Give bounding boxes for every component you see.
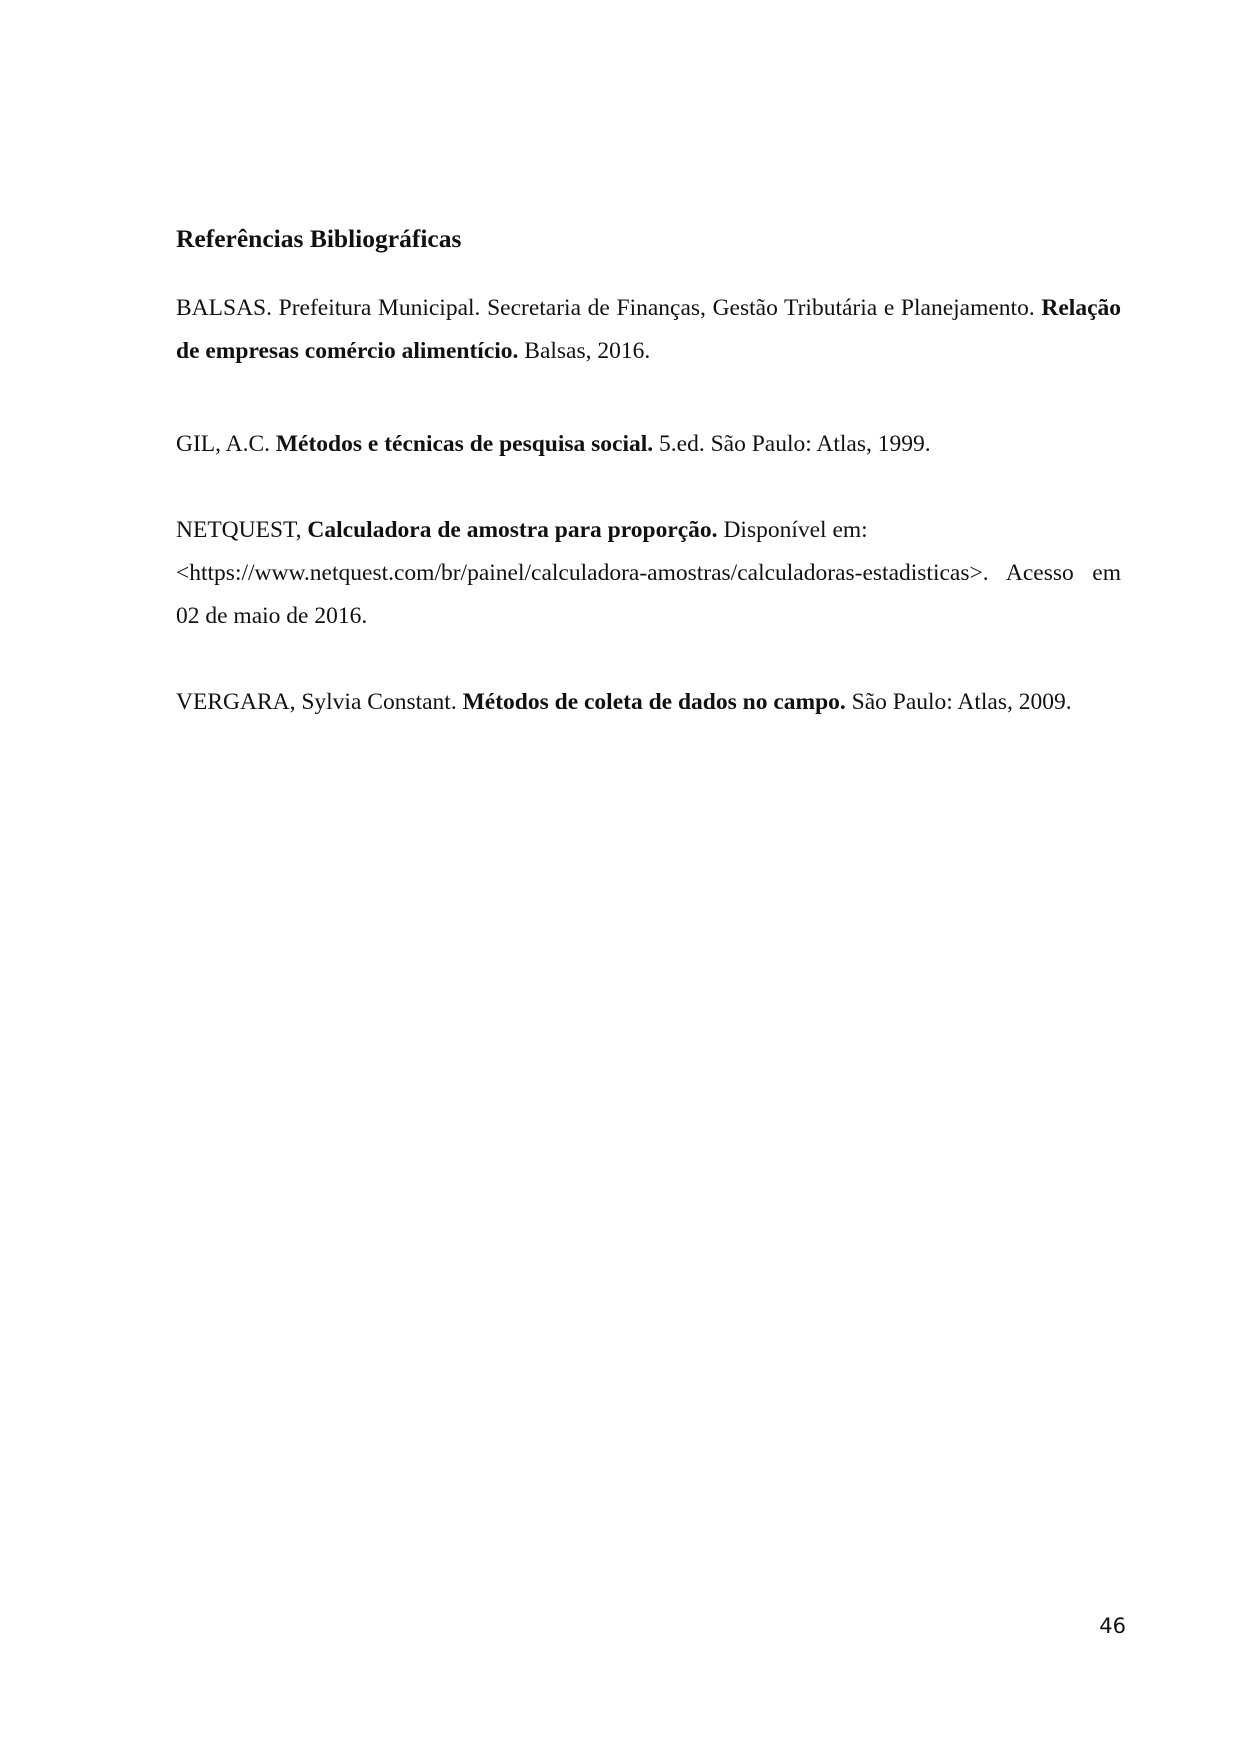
reference-vergara-title: Métodos de coleta de dados no campo. bbox=[462, 689, 846, 715]
reference-balsas bbox=[176, 287, 1121, 373]
reference-vergara-publication: São Paulo: Atlas, 2009. bbox=[845, 689, 1072, 715]
reference-balsas-author: BALSAS. Prefeitura Municipal. Secretaria de Finanças, Gestão Tributária e Planejamento. bbox=[176, 295, 1035, 321]
reference-netquest bbox=[176, 509, 1121, 638]
reference-netquest-access-date: Acesso em 02 de maio de 2016. bbox=[176, 560, 1121, 629]
reference-vergara-author: VERGARA, Sylvia Constant. bbox=[176, 689, 463, 715]
reference-gil bbox=[176, 423, 1121, 466]
page-number: 46 bbox=[1099, 1614, 1126, 1638]
reference-vergara bbox=[176, 681, 1121, 724]
reference-netquest-availability: Disponível em: bbox=[717, 517, 868, 543]
reference-netquest-url: <https://www.netquest.com/br/painel/calculadora-amostras/calculadoras-estadisticas>. bbox=[176, 560, 989, 586]
reference-gil-publication: 5.ed. São Paulo: Atlas, 1999. bbox=[653, 431, 931, 457]
reference-gil-author: GIL, A.C. bbox=[176, 431, 276, 457]
reference-gil-title: Métodos e técnicas de pesquisa social. bbox=[275, 431, 654, 457]
references-heading: Referências Bibliográficas bbox=[176, 224, 462, 253]
reference-netquest-author: NETQUEST, bbox=[176, 517, 308, 543]
reference-balsas-title: Relação de empresas comércio alimentício. bbox=[176, 295, 1122, 364]
reference-balsas-publication: Balsas, 2016. bbox=[518, 338, 651, 364]
reference-netquest-title: Calculadora de amostra para proporção. bbox=[307, 517, 718, 543]
